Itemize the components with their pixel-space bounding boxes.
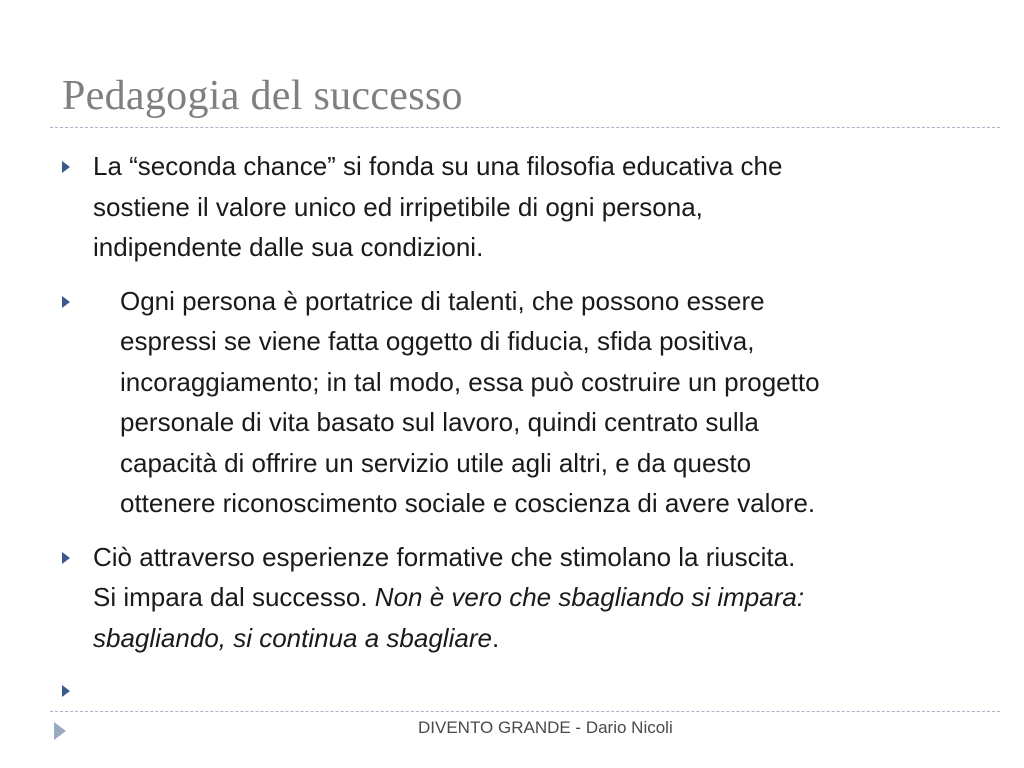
bullet-line: ottenere riconoscimento sociale e coscienza di avere valore. [120,488,816,518]
footer-divider [50,711,1000,712]
slide-content [62,146,982,711]
triangle-bullet-icon [62,552,70,564]
slide-title: Pedagogia del successo [62,73,463,119]
footer-text: DIVENTO GRANDE - Dario Nicoli [418,718,673,737]
bullet-text: Si impara dal successo. [93,582,375,612]
bullet-line [93,577,982,618]
bullet-text-italic: Non è vero che sbagliando si impara: [374,582,805,612]
bullet-line: Ogni persona è portatrice di talenti, che possono essere [120,285,765,316]
bullet-item-empty [62,670,982,711]
bullet-line: sostiene il valore unico ed irripetibile di ogni persona, [93,191,703,222]
triangle-bullet-icon [62,161,70,173]
triangle-bullet-icon [62,296,70,308]
bullet-item-3 [62,537,982,659]
bullet-line: indipendente dalle sua condizioni. [93,232,484,262]
bullet-item-1 [62,146,982,268]
bullet-line [93,618,982,659]
triangle-bullet-icon [62,685,70,697]
bullet-line: capacità di offrire un servizio utile agli altri, e da questo [120,447,752,478]
bullet-line: Ciò attraverso esperienze formative che stimolano la riuscita. [93,541,796,572]
bullet-text-italic: sbagliando, si continua a sbagliare [93,622,492,653]
play-arrow-icon [54,722,66,740]
bullet-line: incoraggiamento; in tal modo, essa può costruire un progetto [120,366,820,397]
bullet-line: espressi se viene fatta oggetto di fiducia, sfida positiva, [120,326,755,356]
bullet-text: . [491,622,500,653]
title-divider [50,127,1000,128]
bullet-line: La “seconda chance” si fonda su una filosofia educativa che [93,151,783,181]
bullet-line: personale di vita basato sul lavoro, quindi centrato sulla [120,407,759,437]
bullet-item-2 [62,281,982,524]
